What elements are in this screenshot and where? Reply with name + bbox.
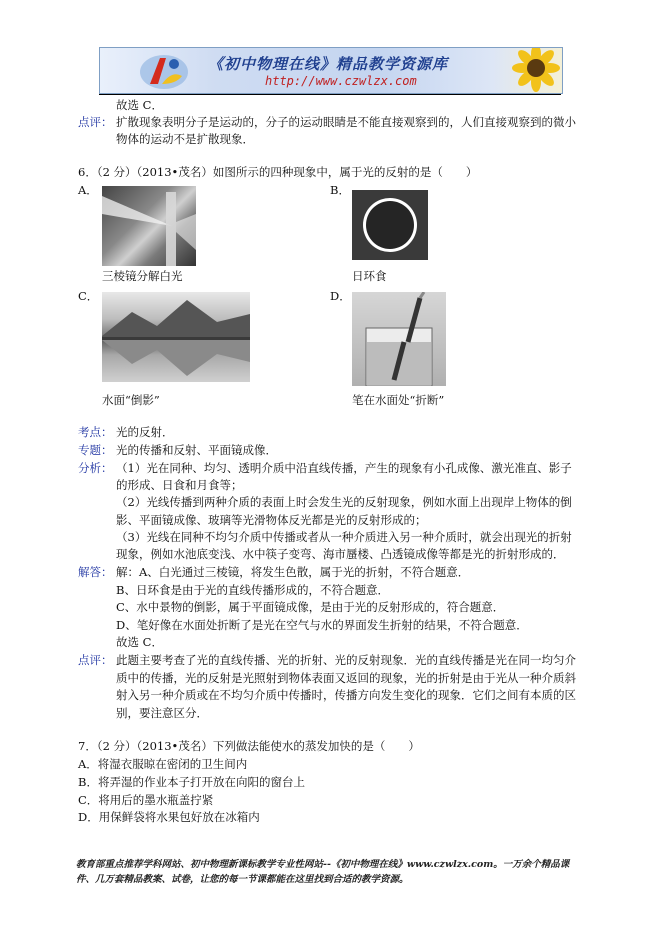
q6-fenxi-line-3: （2）光线传播到两种介质的表面上时会发生光的反射现象，例如水面上出现岸上物体的倒 (116, 495, 572, 509)
site-logo-icon (136, 50, 192, 92)
footer-line-2: 件、几万套精品教案、试卷，让您的每一节课都能在这里找到合适的教学资源。 (76, 874, 409, 885)
q6-jieda-line-3: C、水中景物的倒影，属于平面镜成像，是由于光的反射形成的，符合题意． (116, 600, 505, 614)
q6-fenxi-line-1: （1）光在同种、均匀、透明介质中沿直线传播，产生的现象有小孔成像、激光准直、影子 (116, 461, 572, 475)
q6-fenxi-line-4: 影、平面镜成像、玻璃等光滑物体反光都是光的反射形成的； (116, 513, 427, 527)
sunflower-icon (502, 48, 562, 93)
q7-option-b: B．将弄湿的作业本子打开放在向阳的窗台上 (78, 775, 305, 789)
q6-kaodian: 光的反射． (116, 425, 174, 439)
q6-kaodian-label: 考点： (78, 425, 113, 439)
footer-line-1: 教育部重点推荐学科网站、初中物理新课标教学专业性网站--《初中物理在线》www.czwlzx.com。一万余个精品课 (76, 859, 570, 870)
q6-dianping-label: 点评： (78, 653, 113, 667)
mountain-reflection-icon (102, 292, 250, 382)
q6-dianping-line-3: 射入另一种介质或在不均匀介质中传播时，传播方向发生变化的现象．它们之间有本质的区 (116, 688, 576, 702)
eclipse-photo (352, 190, 428, 260)
site-title: 《初中物理在线》精品教学资源库 (208, 55, 449, 73)
q6-option-c-caption: 水面“倒影” (102, 393, 160, 407)
q6-dianping-line-4: 别，要注意区分． (116, 706, 208, 720)
q7-option-d: D．用保鲜袋将水果包好放在冰箱内 (78, 810, 260, 824)
header-banner (99, 47, 563, 94)
q6-fenxi-line-2: 的形成、日食和月食等； (116, 478, 243, 492)
q6-stem: 6．（2 分）（2013•茂名）如图所示的四种现象中，属于光的反射的是（ ） (78, 165, 478, 179)
q6-option-a-letter: A． (78, 183, 98, 197)
q6-dianping-line-1: 此题主要考查了光的直线传播、光的折射、光的反射现象．光的直线传播是光在同一均匀介 (116, 653, 576, 667)
prev-answer: 故选 C． (116, 98, 163, 112)
q6-fenxi-line-5: （3）光线在同种不均匀介质中传播或者从一种介质进入另一种介质时，就会出现光的折射 (116, 530, 572, 544)
q6-jieda-line-5: 故选 C． (116, 635, 163, 649)
pencil-glass-icon (352, 292, 446, 386)
prism-photo (102, 186, 196, 266)
site-url[interactable]: http://www.czwlzx.com (265, 74, 417, 88)
reflection-photo (102, 292, 250, 382)
prev-comment-line-1: 扩散现象表明分子是运动的，分子的运动眼睛是不能直接观察到的，人们直接观察到的微小 (116, 115, 576, 129)
prev-comment-label: 点评： (78, 115, 113, 129)
q6-dianping-line-2: 质中的传播，光的反射是光照射到物体表面又返回的现象，光的折射是由于光从一种介质斜 (116, 671, 576, 685)
prev-comment-line-2: 物体的运动不是扩散现象． (116, 132, 254, 146)
annular-eclipse-icon (352, 190, 428, 260)
q6-option-a-caption: 三棱镜分解白光 (102, 269, 183, 283)
q6-zhuanti-label: 专题： (78, 443, 113, 457)
prism-light-icon (102, 186, 196, 266)
q7-option-a: A．将湿衣服晾在密闭的卫生间内 (78, 757, 248, 771)
q6-fenxi-label: 分析： (78, 461, 113, 475)
q6-jieda-line-2: B、日环食是由于光的直线传播形成的，不符合题意． (116, 583, 389, 597)
q6-option-b-caption: 日环食 (352, 269, 387, 283)
q6-jieda-label: 解答： (78, 565, 113, 579)
q6-zhuanti: 光的传播和反射、平面镜成像． (116, 443, 277, 457)
q6-fenxi-line-6: 现象，例如水池底变浅、水中筷子变弯、海市蜃楼、凸透镜成像等都是光的折射形成的． (116, 547, 565, 561)
q6-option-c-letter: C． (78, 289, 99, 303)
q7-stem: 7．（2 分）（2013•茂名）下列做法能使水的蒸发加快的是（ ） (78, 739, 420, 753)
q6-option-d-letter: D． (330, 289, 351, 303)
q6-option-b-letter: B． (330, 183, 350, 197)
q6-jieda-line-4: D、笔好像在水面处折断了是光在空气与水的界面发生折射的结果，不符合题意． (116, 618, 528, 632)
pencil-in-water-photo (352, 292, 446, 386)
q6-jieda-line-1: 解：A、白光通过三棱镜，将发生色散，属于光的折射，不符合题意． (116, 565, 470, 579)
q6-option-d-caption: 笔在水面处“折断” (352, 393, 445, 407)
header-divider (99, 94, 561, 95)
q7-option-c: C．将用后的墨水瓶盖拧紧 (78, 793, 214, 807)
